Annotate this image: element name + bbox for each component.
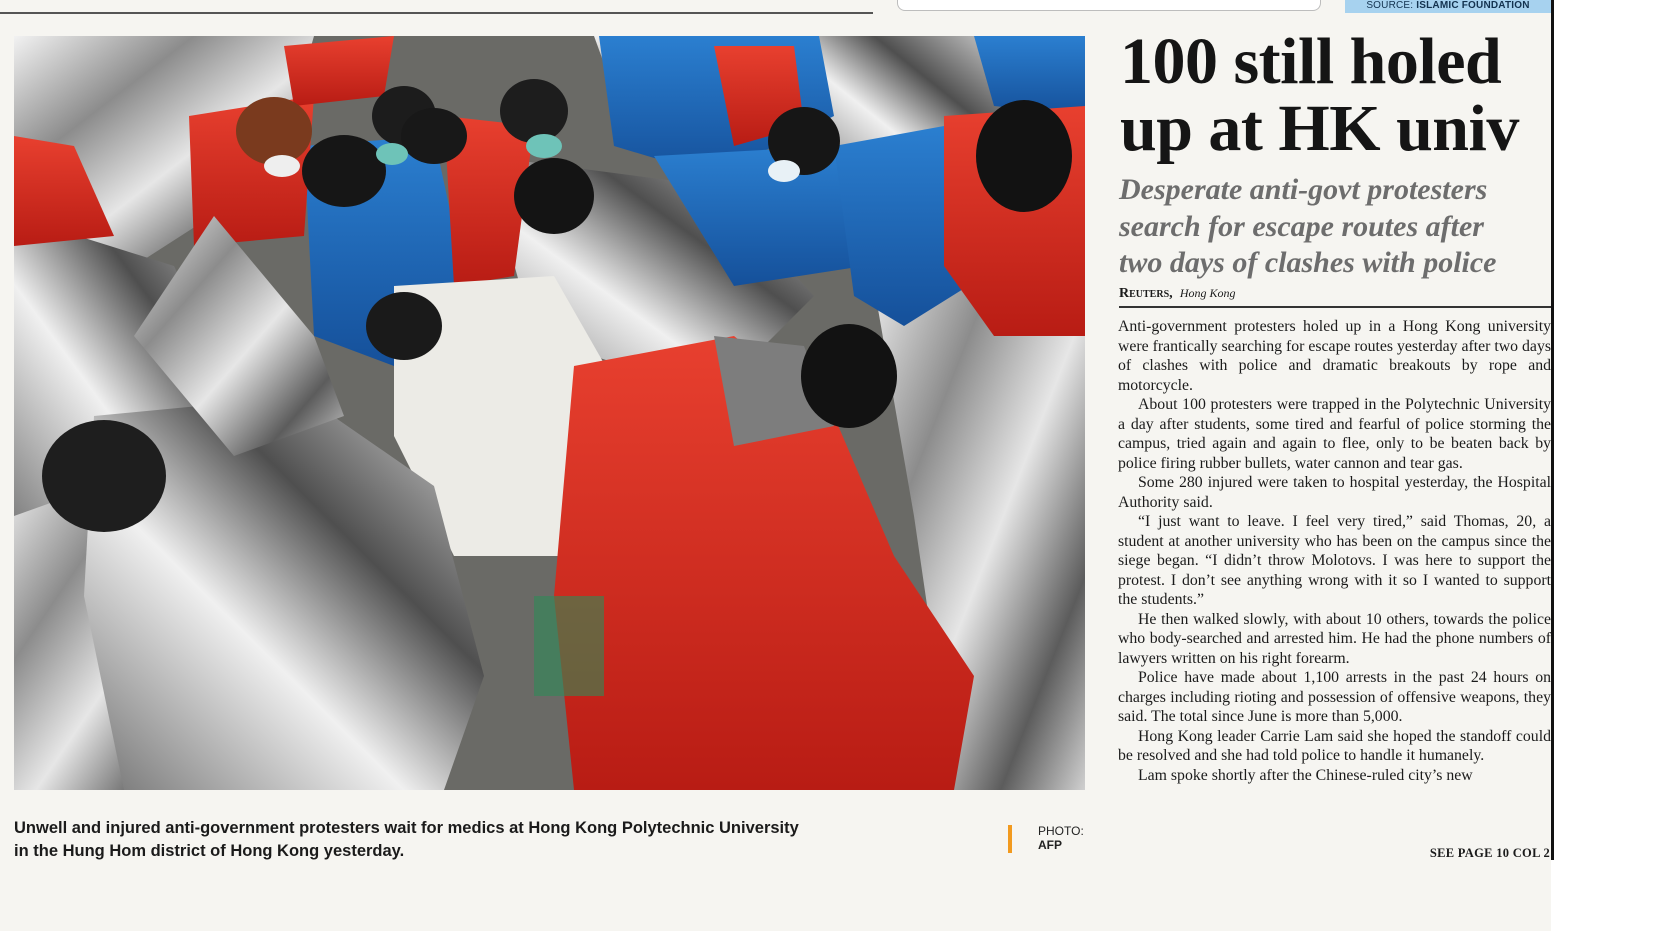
headline [1120,25,1560,165]
headline-line-2: up at HK univ [1120,92,1519,165]
paragraph: “I just want to leave. I feel very tired,” said Thomas, 20, a student at another university who has been on the campus since the siege began. “I didn’t throw Molotovs. I was here to support the protest. I don’t see anything wrong with it so I wanted to support the students.” [1118,513,1551,608]
credit-label: PHOTO: [1038,824,1084,838]
page-edge-rule [1551,0,1554,860]
deck-line-1: Desperate anti-govt protesters [1119,173,1488,206]
headline-line-1: 100 still holed [1120,25,1502,98]
paragraph: Anti-government protesters holed up in a Hong Kong university were frantically searching for escape routes yesterday after two days of clashes with police and dramatic breakouts by rope and motorcycle. [1118,318,1551,394]
photo-caption [14,817,804,863]
paragraph: Hong Kong leader Carrie Lam said she hoped the standoff could be resolved and she had told police to handle it humanely. [1118,727,1551,764]
news-photo [14,36,1085,790]
caption-line-2: in the Hung Hom district of Hong Kong yesterday. [14,842,405,860]
deck-line-2: search for escape routes after [1119,209,1484,243]
photo-credit [1038,824,1084,852]
paragraph: About 100 protesters were trapped in the Polytechnic University a day after students, some tired and fearful of police storming the campus, tried again and again to flee, only to be beaten back by police firing rubber bullets, water cannon and tear gas. [1118,396,1551,472]
continuation-link[interactable]: SEE PAGE 10 COL 2 [1429,846,1550,860]
top-rule [0,12,873,14]
byline-rule [1119,306,1551,308]
paragraph: Some 280 injured were taken to hospital yesterday, the Hospital Authority said. [1118,474,1551,511]
credit-accent-bar [1008,825,1012,853]
deck-line-3: two days of clashes with police [1119,246,1497,279]
paragraph: He then walked slowly, with about 10 others, towards the police who body-searched and arrested him. He had the phone numbers of lawyers written on his right forearm. [1118,610,1551,667]
byline [1119,285,1551,302]
caption-line-1: Unwell and injured anti-government protesters wait for medics at Hong Kong Polytechnic University [14,819,799,837]
top-box [897,0,1321,11]
byline-place: Hong Kong [1179,286,1236,300]
source-name: ISLAMIC FOUNDATION [1416,0,1530,11]
article-body [1118,317,1551,785]
source-bar [1345,0,1551,13]
source-prefix: SOURCE: [1366,0,1414,11]
paragraph: Police have made about 1,100 arrests in the past 24 hours on charges including rioting and possession of offensive weapons, they said. The total since June is more than 5,000. [1118,669,1551,725]
subheadline [1119,172,1559,282]
credit-agency: AFP [1038,838,1062,852]
page-edge [1551,0,1673,931]
paragraph: Lam spoke shortly after the Chinese-ruled city’s new [1138,766,1473,784]
photo-of-protesters-icon [14,36,1085,790]
byline-agency: Reuters, [1119,286,1173,301]
